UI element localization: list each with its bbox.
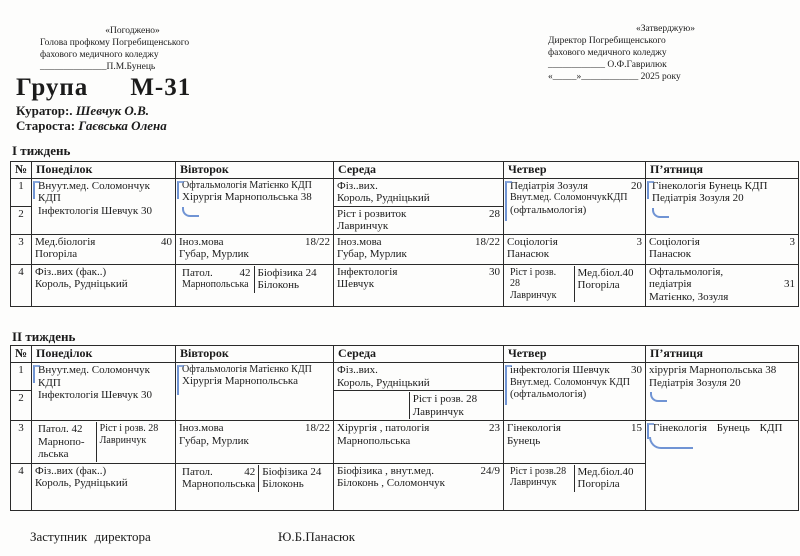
room: 31 <box>784 278 795 291</box>
split-cell <box>507 465 642 492</box>
subject: інфектологія Шевчук <box>510 364 610 376</box>
subject: Іноз.мова <box>179 422 224 435</box>
agreement-line: Голова профкому Погребищенського <box>40 37 190 48</box>
col-header-thursday: Четвер <box>504 346 646 363</box>
subject: Іноз.мова <box>337 235 382 248</box>
subject: Біофізика , внут.мед. <box>337 464 434 477</box>
week1-row-3 <box>11 234 799 264</box>
cell-line <box>649 236 795 249</box>
w2-tue-lesson12-cell <box>176 363 334 421</box>
split-left-empty <box>337 392 409 419</box>
cell-line: Марнопольська <box>337 434 411 447</box>
cell-line: Фіз..вих (фак..) <box>35 265 107 278</box>
col-header-tuesday: Вівторок <box>176 162 334 179</box>
cell-line <box>35 236 172 249</box>
cell-line: Внут.мед. Соломончук КДП <box>510 376 630 388</box>
week2-row-3 <box>11 421 799 464</box>
col-header-monday: Понеділок <box>32 162 176 179</box>
cell-line: Лавринчук <box>337 220 389 233</box>
cell-line: Панасюк <box>507 248 550 261</box>
cell-line: Погоріла <box>577 478 620 491</box>
subject: Патол. <box>182 465 213 478</box>
cell-line: Хірургія Марнопольська <box>182 375 298 388</box>
cell-line: Ріст і розв. <box>510 266 557 278</box>
w2-wed-lesson3-cell <box>334 421 504 464</box>
cell-line: Фіз..вих. <box>337 364 378 376</box>
cell-line: Король, Рудніцький <box>337 376 430 389</box>
cell-line <box>182 466 255 479</box>
w2-thu-lesson4-cell <box>504 463 646 510</box>
col-header-wednesday: Середа <box>334 346 504 363</box>
cell-line <box>337 422 500 435</box>
cell-line <box>507 422 642 435</box>
room: 42 <box>244 465 256 478</box>
w1-wed-lesson3-cell <box>334 234 504 264</box>
lesson-number: 2 <box>11 391 32 421</box>
w1-wed-lesson1-cell <box>334 178 504 206</box>
cell-line: Губар, Мурлик <box>179 248 249 261</box>
starosta-name: Гаєвська Олена <box>78 118 167 133</box>
w1-fri-lesson4-cell <box>646 264 799 306</box>
w1-thu-lesson3-cell <box>504 234 646 264</box>
cell-line: Лавринчук <box>510 289 557 301</box>
cell-line: Гінекологія Бунець КДП <box>652 179 768 192</box>
w2-tue-lesson4-cell <box>176 463 334 510</box>
week2-schedule-table <box>10 345 799 511</box>
split-right <box>255 266 331 293</box>
w2-mon-lesson4-cell <box>32 463 176 510</box>
cell-line <box>507 364 642 377</box>
cell-line: Погоріла <box>577 279 620 292</box>
cell-line: Марнопольська <box>182 478 256 491</box>
w2-fri-lesson12-cell <box>646 363 799 421</box>
col-header-wednesday: Середа <box>334 162 504 179</box>
cell-line: Ріст і розв. 28 <box>99 423 159 435</box>
lesson-number: 3 <box>11 421 32 464</box>
pen-mark <box>649 437 693 449</box>
agreement-block <box>40 26 225 74</box>
agreement-title: «Погоджено» <box>105 26 160 36</box>
cell-line: Фіз..вих. <box>337 179 378 192</box>
split-cell <box>337 392 500 419</box>
w1-wed-lesson2-cell <box>334 206 504 234</box>
room: 42 <box>239 266 251 279</box>
room: 23 <box>489 422 500 435</box>
cell-line <box>337 465 500 478</box>
cell-line: 28 <box>510 278 520 290</box>
room: 18/22 <box>304 235 330 248</box>
cell-line: Хірургія Марнопольська 38 <box>182 191 312 204</box>
lesson-number: 2 <box>11 206 32 234</box>
split-left <box>507 266 575 302</box>
cell-line: (офтальмологія) <box>510 203 587 216</box>
cell-line: Король, Рудніцький <box>35 477 128 490</box>
cell-line <box>337 266 500 279</box>
cell-line: Білоконь <box>262 478 304 491</box>
cell-line: Губар, Мурлик <box>179 434 249 447</box>
w1-thu-lesson4-cell <box>504 264 646 306</box>
w1-wed-lesson4-cell <box>334 264 504 306</box>
lesson-number: 1 <box>11 363 32 391</box>
cell-line <box>507 236 642 249</box>
room: 15 <box>631 422 642 435</box>
split-left <box>507 465 575 492</box>
curator-line <box>16 104 149 118</box>
subject: Соціологія <box>649 235 700 248</box>
cell-line: Панасюк <box>649 248 692 261</box>
cell-line: Офтальмологія, <box>649 265 724 278</box>
col-header-tuesday: Вівторок <box>176 346 334 363</box>
w2-wed-lesson1-cell <box>334 363 504 391</box>
split-cell <box>507 266 642 302</box>
group-title <box>16 74 191 102</box>
lesson-number: 4 <box>11 264 32 306</box>
agreement-signature-line: ______________П.М.Бунець <box>40 61 156 72</box>
cell-line: Біофізика 24 <box>257 266 317 279</box>
subject: Іноз.мова <box>179 235 224 248</box>
cell-line: (офтальмологія) <box>510 387 587 400</box>
w1-tue-lesson3-cell <box>176 234 334 264</box>
w1-mon-lesson3-cell <box>32 234 176 264</box>
cell-line: Марнопольська <box>182 279 249 291</box>
cell-line: Матієнко, Зозуля <box>649 290 729 303</box>
room: 18/22 <box>474 235 500 248</box>
approval-line: Директор Погребищенського <box>548 35 666 46</box>
w2-tue-lesson3-cell <box>176 421 334 464</box>
starosta-label: Староста: <box>16 118 76 133</box>
cell-line: Мед.біол.40 <box>577 465 634 478</box>
room: 18/22 <box>304 422 330 435</box>
week1-label: І тиждень <box>12 143 71 158</box>
cell-line: Ріст і розв. 28 <box>412 393 478 406</box>
approval-date-line: «_____»____________ 2025 року <box>548 71 681 82</box>
approval-title: «Затверджую» <box>636 24 695 34</box>
w2-fri-lesson34-cell <box>646 421 799 511</box>
cell-line <box>179 422 330 435</box>
deputy-director-title: Заступник директора <box>30 529 151 544</box>
cell-line: Погоріла <box>35 248 78 261</box>
cell-line: Інфектологія Шевчук 30 <box>38 204 153 217</box>
subject: Хірургія , патологія <box>337 422 430 435</box>
cell-line <box>649 278 795 291</box>
approval-block <box>548 24 783 83</box>
agreement-line: фахового медичного коледжу <box>40 49 159 60</box>
deputy-director-name: Ю.Б.Панасюк <box>278 529 356 544</box>
cell-line: Патол. 42 <box>38 423 83 436</box>
split-right <box>97 422 172 462</box>
lesson-number: 1 <box>11 178 32 206</box>
split-cell <box>179 266 330 293</box>
cell-line: Король, Рудніцький <box>337 192 430 205</box>
approval-line: фахового медичного коледжу <box>548 47 667 58</box>
cell-line: Внут.мед. СоломончукКДП <box>510 192 628 204</box>
week2-label: ІІ тиждень <box>12 329 76 344</box>
split-cell <box>35 422 172 462</box>
pen-mark <box>182 207 199 217</box>
split-right <box>575 266 643 302</box>
cell-line: Офтальмологія Матієнко КДП <box>182 179 312 191</box>
split-right <box>409 392 500 419</box>
cell-line: Внуут.мед. Соломончук КДП <box>38 179 150 205</box>
starosta-line <box>16 119 167 133</box>
w2-mon-lesson12-cell <box>32 363 176 421</box>
subject: педіатрія <box>649 278 692 291</box>
cell-line <box>337 236 500 249</box>
week1-row-4 <box>11 264 799 306</box>
room: 30 <box>631 364 642 376</box>
room: 24/9 <box>480 464 500 477</box>
w1-thu-lesson12-cell <box>504 178 646 234</box>
w2-wed-lesson4-cell <box>334 463 504 510</box>
w1-tue-lesson12-cell <box>176 178 334 234</box>
week1-row-1 <box>11 178 799 206</box>
cell-line: льська <box>38 448 69 461</box>
col-header-friday: П’ятниця <box>646 346 799 363</box>
curator-label: Куратор:. <box>16 103 73 118</box>
subject: Педіатрія Зозуля <box>510 179 588 192</box>
w2-thu-lesson3-cell <box>504 421 646 464</box>
cell-line: Офтальмологія Матієнко КДП <box>182 364 312 375</box>
cell-line: Білоконь , Соломончук <box>337 477 445 490</box>
subject: Інфектологія <box>337 265 398 278</box>
w1-mon-lesson12-cell <box>32 178 176 234</box>
split-cell <box>179 465 330 492</box>
group-number: М-31 <box>130 74 192 101</box>
subject: Ріст і розвиток <box>337 207 407 220</box>
col-header-friday: П’ятниця <box>646 162 799 179</box>
lesson-number: 3 <box>11 234 32 264</box>
cell-line: Ріст і розв.28 <box>510 465 567 477</box>
split-left <box>35 422 97 462</box>
split-right <box>259 465 330 492</box>
subject: Мед.біологія <box>35 235 96 248</box>
col-header-num: № <box>11 162 32 179</box>
cell-line <box>182 267 251 280</box>
subject: Патол. <box>182 266 213 279</box>
cell-line: Біофізика 24 <box>262 465 322 478</box>
cell-line: Білоконь <box>257 279 300 292</box>
w2-wed-lesson2-cell <box>334 391 504 421</box>
week2-row-1 <box>11 363 799 391</box>
w2-thu-lesson12-cell <box>504 363 646 421</box>
room: 40 <box>161 235 172 248</box>
col-header-monday: Понеділок <box>32 346 176 363</box>
room: 28 <box>489 207 500 220</box>
w1-fri-lesson3-cell <box>646 234 799 264</box>
cell-line: Мед.біол.40 <box>577 266 634 279</box>
cell-line: Інфектологія Шевчук 30 <box>38 389 153 402</box>
cell-line: Король, Рудніцький <box>35 278 128 291</box>
col-header-thursday: Четвер <box>504 162 646 179</box>
cell-line <box>179 236 330 249</box>
split-left <box>179 465 259 492</box>
w1-tue-lesson4-cell <box>176 264 334 306</box>
cell-line: Внуут.мед. Соломончук КДП <box>38 364 150 389</box>
cell-line: Гінекологія Бунець КДП <box>653 422 783 435</box>
cell-line: хірургія Марнопольська 38 <box>649 364 777 376</box>
cell-line: Губар, Мурлик <box>337 248 407 261</box>
cell-line: Лавринчук <box>510 477 557 489</box>
cell-line <box>507 180 642 193</box>
cell-line: Фіз..вих (фак..) <box>35 464 107 477</box>
room: 3 <box>636 235 642 248</box>
cell-line <box>337 208 500 221</box>
w2-mon-lesson3-cell <box>32 421 176 464</box>
pen-mark <box>652 208 669 218</box>
week2-header-row <box>11 346 799 363</box>
lesson-number: 4 <box>11 463 32 510</box>
curator-name: Шевчук О.В. <box>75 103 149 118</box>
cell-line: Марнопо- <box>38 435 85 448</box>
room: 3 <box>789 235 795 248</box>
room: 30 <box>489 265 500 278</box>
split-right <box>575 465 643 492</box>
week1-schedule-table <box>10 161 799 307</box>
cell-line: Лавринчук <box>99 434 147 446</box>
week1-header-row <box>11 162 799 179</box>
pen-mark <box>650 392 667 402</box>
room: 20 <box>631 179 642 192</box>
cell-line: Педіатрія Зозуля 20 <box>652 192 744 205</box>
col-header-num: № <box>11 346 32 363</box>
subject: Соціологія <box>507 235 558 248</box>
cell-line: Бунець <box>507 434 541 447</box>
group-label: Група <box>16 74 89 101</box>
cell-line: Лавринчук <box>412 405 464 418</box>
cell-line: Педіатрія Зозуля 20 <box>649 376 741 389</box>
subject: Гінекологія <box>507 422 561 435</box>
w1-mon-lesson4-cell <box>32 264 176 306</box>
w1-fri-lesson12-cell <box>646 178 799 234</box>
split-left <box>179 266 255 293</box>
approval-signature-line: ____________ О.Ф.Гаврилюк <box>548 59 667 70</box>
cell-line: Шевчук <box>337 278 375 291</box>
